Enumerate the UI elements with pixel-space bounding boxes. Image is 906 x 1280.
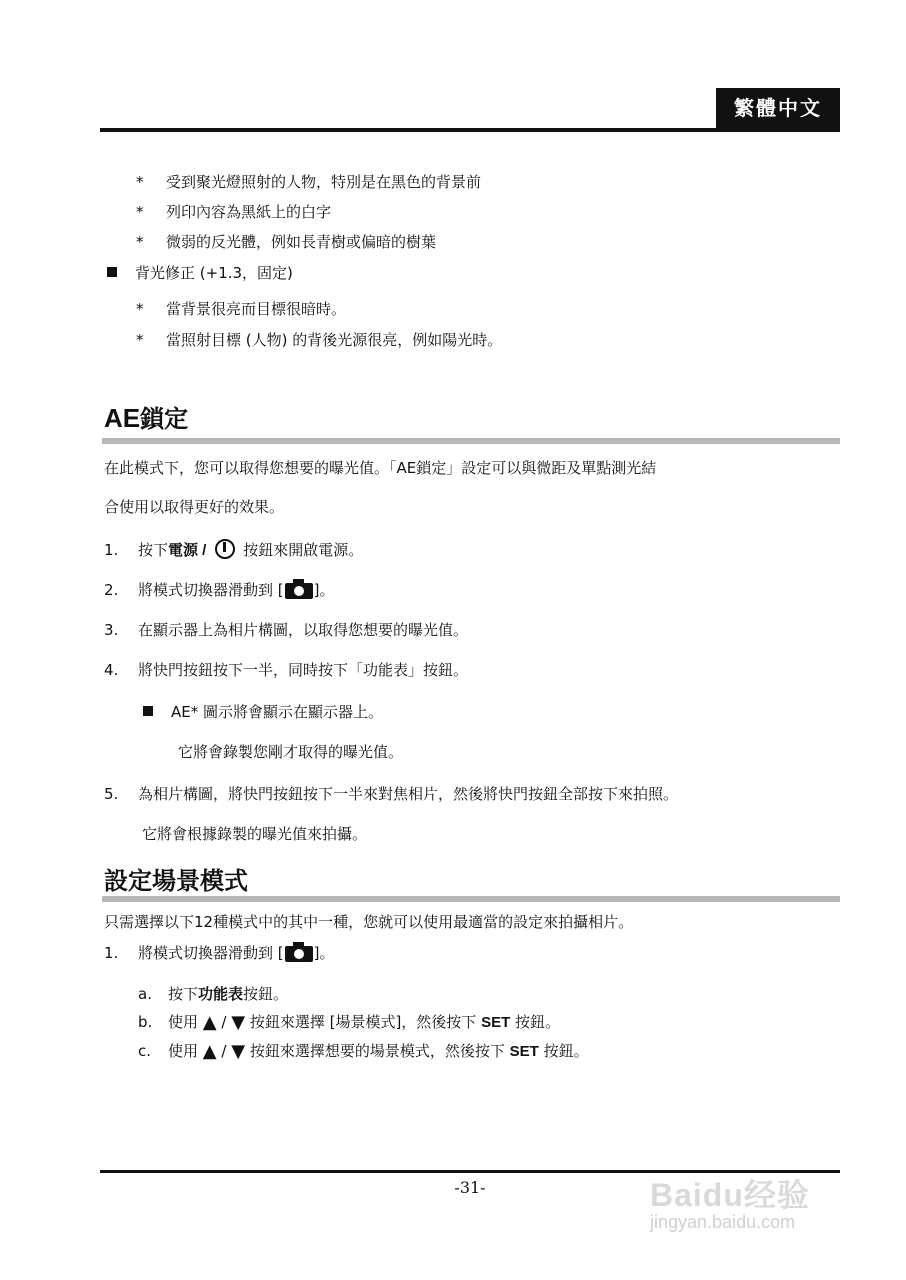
ae-step-5: 5. 為相片構圖，將快門按鈕按下一半來對焦相片，然後將快門按鈕全部按下來拍照。 bbox=[104, 785, 679, 803]
watermark-brand: Baidu经验 bbox=[650, 1177, 810, 1213]
section-bar bbox=[102, 438, 840, 444]
ae-sub-continuation: 它將會錄製您剛才取得的曝光值。 bbox=[178, 743, 404, 761]
scene-step-1: 1. 將模式切換器滑動到 [ ]。 bbox=[104, 944, 335, 962]
scene-intro: 只需選擇以下12種模式中的其中一種，您就可以使用最適當的設定來拍攝相片。 bbox=[104, 913, 634, 931]
arrow-down-icon: ▼ bbox=[231, 1012, 246, 1033]
header-rule bbox=[100, 128, 840, 132]
square-bullet-icon bbox=[143, 706, 153, 716]
ae-step-2: 2. 將模式切換器滑動到 [ ]。 bbox=[104, 581, 335, 599]
ae-intro-line2: 合使用以取得更好的效果。 bbox=[104, 498, 285, 516]
camera-icon bbox=[284, 942, 314, 962]
list-item: * 當背景很亮而目標很暗時。 bbox=[136, 300, 347, 318]
list-item: * 微弱的反光體，例如長青樹或偏暗的樹葉 bbox=[136, 233, 437, 251]
square-bullet-icon bbox=[107, 267, 117, 277]
list-item: * 列印內容為黑紙上的白字 bbox=[136, 203, 332, 221]
watermark-url: jingyan.baidu.com bbox=[650, 1212, 796, 1232]
arrow-up-icon: ▲ bbox=[202, 1012, 217, 1033]
ae-step-5-continuation: 它將會根據錄製的曝光值來拍攝。 bbox=[142, 825, 368, 843]
list-item: * 當照射目標 (人物) 的背後光源很亮，例如陽光時。 bbox=[136, 331, 503, 349]
scene-mode-heading: 設定場景模式 bbox=[104, 866, 248, 895]
ae-step-1: 1. 按下電源 / 按鈕來開啟電源。 bbox=[104, 541, 364, 559]
language-tag: 繁體中文 bbox=[716, 88, 840, 128]
page-number: -31- bbox=[454, 1178, 486, 1197]
list-item: * 受到聚光燈照射的人物，特別是在黑色的背景前 bbox=[136, 173, 482, 191]
camera-icon bbox=[284, 579, 314, 599]
scene-step-c: c. 使用 ▲ / ▼ 按鈕來選擇想要的場景模式，然後按下 SET 按鈕。 bbox=[138, 1041, 589, 1062]
ae-sub-bullet: AE* 圖示將會顯示在顯示器上。 bbox=[143, 701, 383, 723]
ae-intro-line1: 在此模式下，您可以取得您想要的曝光值。「AE鎖定」設定可以與微距及單點測光結 bbox=[104, 459, 657, 477]
ae-lock-heading: AE鎖定 bbox=[104, 403, 189, 433]
arrow-down-icon: ▼ bbox=[231, 1041, 246, 1062]
arrow-up-icon: ▲ bbox=[202, 1041, 217, 1062]
ae-step-4: 4. 將快門按鈕按下一半，同時按下「功能表」按鈕。 bbox=[104, 661, 469, 679]
ae-step-3: 3. 在顯示器上為相片構圖，以取得您想要的曝光值。 bbox=[104, 621, 469, 639]
power-icon bbox=[215, 539, 235, 559]
scene-step-b: b. 使用 ▲ / ▼ 按鈕來選擇 [場景模式]，然後按下 SET 按鈕。 bbox=[138, 1012, 561, 1033]
backlight-title: 背光修正 (+1.3，固定) bbox=[107, 262, 293, 284]
scene-step-a: a. 按下功能表按鈕。 bbox=[138, 985, 289, 1003]
section-bar bbox=[102, 896, 840, 902]
